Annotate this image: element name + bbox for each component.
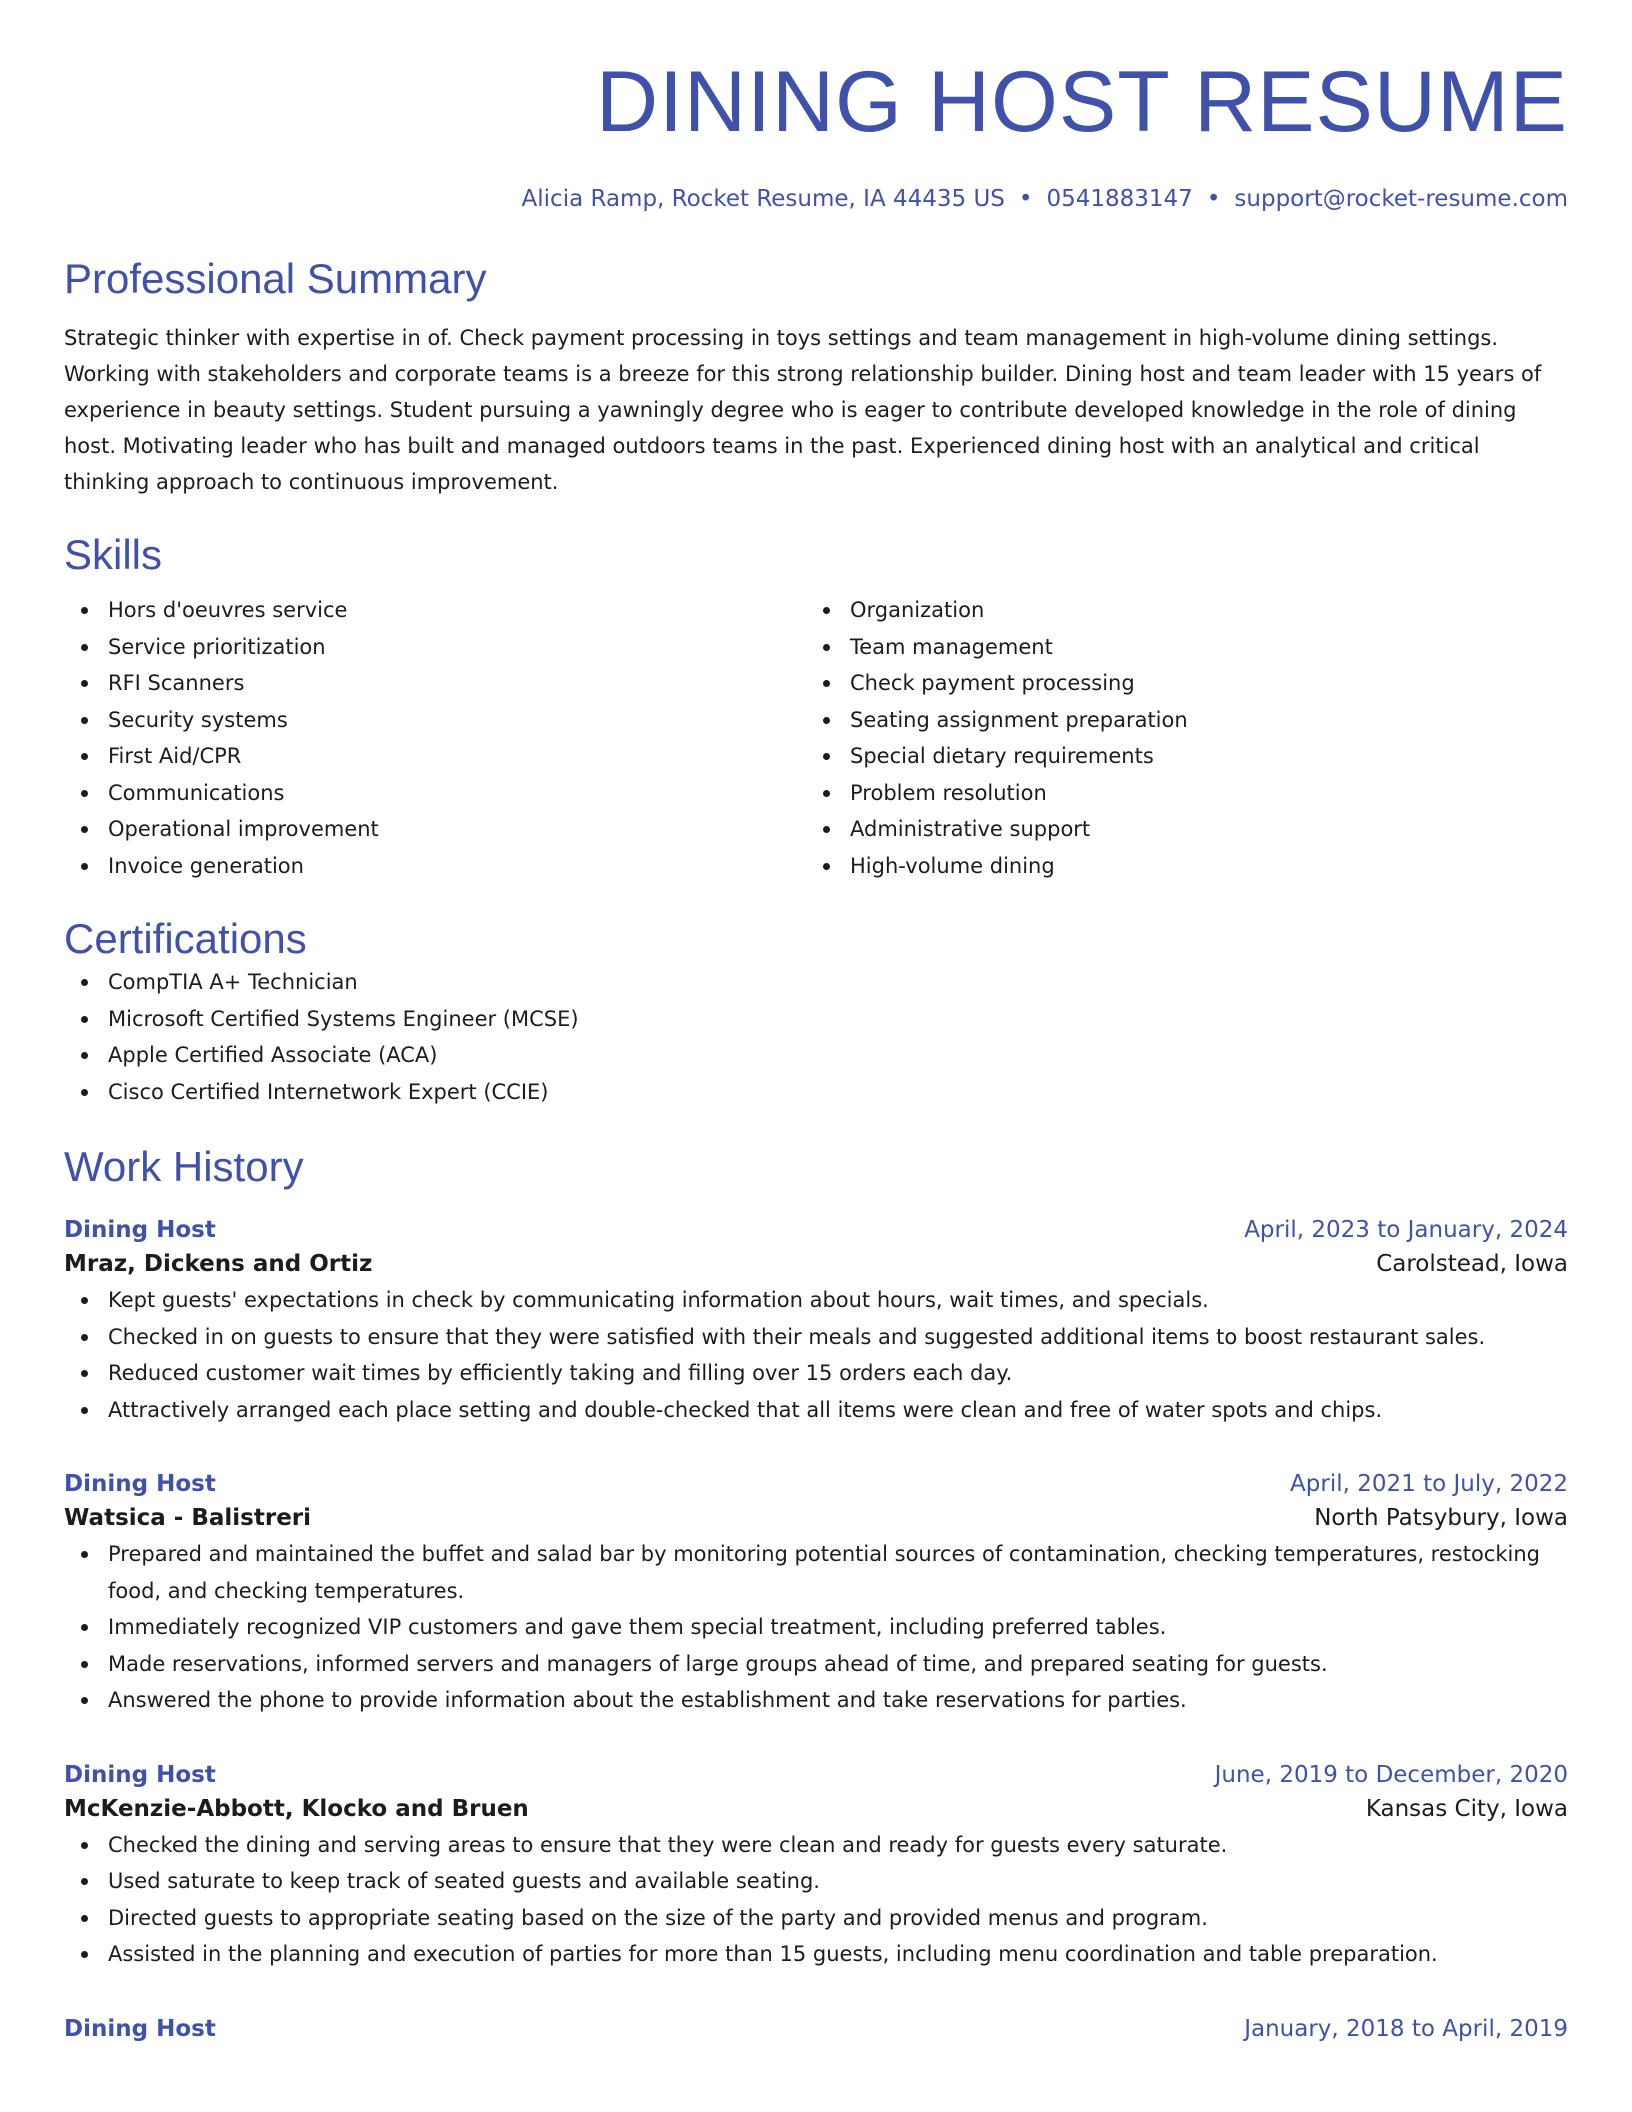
skills-column-left [64,592,806,884]
job-dates: June, 2019 to December, 2020 [1214,1761,1568,1788]
contact-line [64,184,1568,214]
skills-list-right [806,592,1548,884]
certification-item: Microsoft Certified Systems Engineer (MCSE) [64,1001,1568,1038]
job-duty: Attractively arranged each place setting and double-checked that all items were clean and free of water spots and chips. [64,1392,1568,1429]
skills-grid [64,592,1568,884]
job-duty: Reduced customer wait times by efficiently taking and filling over 15 orders each day. [64,1355,1568,1392]
work-history-heading: Work History [64,1143,304,1190]
summary-text: Strategic thinker with expertise in of. Check payment processing in toys settings and team management in high-volume dining settings. Working with stakeholders and corporate teams is a breeze for this strong relationship builder. Dining host and team leader with 15 years of experience in beauty settings. Student pursuing a yawningly degree who is eager to contribute developed knowledge in the role of dining host. Motivating leader who has built and managed outdoors teams in the past. Experienced dining host with an analytical and critical thinking approach to continuous improvement. [64,326,1542,494]
skill-item: Check payment processing [806,665,1548,702]
job-title: Dining Host [64,1217,216,1243]
contact-email: support@rocket-resume.com [1234,186,1568,212]
skill-item: First Aid/CPR [64,738,806,775]
job-dates: April, 2023 to January, 2024 [1244,1217,1568,1243]
job-duty: Directed guests to appropriate seating based on the size of the party and provided menus and program. [64,1900,1568,1937]
job-header [64,1759,1568,1791]
contact-separator: • [1018,186,1033,212]
certification-item: Apple Certified Associate (ACA) [64,1037,1568,1074]
certification-item: CompTIA A+ Technician [64,964,1568,1001]
job-entry [64,1759,1568,1973]
contact-phone: 0541883147 [1046,186,1193,212]
job-entry [64,2013,1568,2045]
job-company: Watsica - Balistreri [64,1505,312,1531]
skill-item: RFI Scanners [64,665,806,702]
skills-column-right [806,592,1548,884]
contact-address: Alicia Ramp, Rocket Resume, IA 44435 US [521,186,1005,212]
skill-item: Operational improvement [64,811,806,848]
job-company: McKenzie-Abbott, Klocko and Bruen [64,1795,529,1822]
job-duty: Checked in on guests to ensure that they were satisfied with their meals and suggested additional items to boost restaurant sales. [64,1319,1568,1356]
job-employer [64,1246,1568,1282]
skill-item: Seating assignment preparation [806,702,1548,739]
skill-item: Administrative support [806,811,1548,848]
job-duty: Assisted in the planning and execution of parties for more than 15 guests, including menu coordination and table preparation. [64,1936,1568,1973]
skill-item: Communications [64,775,806,812]
job-duty: Answered the phone to provide information about the establishment and take reservations for parties. [64,1682,1568,1719]
job-duty: Prepared and maintained the buffet and salad bar by monitoring potential sources of contamination, checking temperatures, restocking food, and checking temperatures. [64,1536,1568,1609]
job-title: Dining Host [64,1761,216,1788]
job-entry [64,1468,1568,1719]
skill-item: Service prioritization [64,629,806,666]
certifications-heading: Certifications [64,915,307,962]
job-title: Dining Host [64,1471,216,1497]
job-duties-list [64,1536,1568,1719]
skills-heading: Skills [64,531,163,578]
job-employer [64,1500,1568,1536]
contact-separator: • [1206,186,1221,212]
job-header [64,1214,1568,1246]
job-employer [64,1791,1568,1827]
skill-item: High-volume dining [806,848,1548,885]
job-duty: Kept guests' expectations in check by communicating information about hours, wait times, and specials. [64,1282,1568,1319]
job-entry [64,1214,1568,1428]
skill-item: Special dietary requirements [806,738,1548,775]
skills-list-left [64,592,806,884]
job-dates: April, 2021 to July, 2022 [1290,1471,1568,1497]
certifications-list [64,964,1568,1110]
job-duty: Used saturate to keep track of seated guests and available seating. [64,1863,1568,1900]
job-duty: Checked the dining and serving areas to ensure that they were clean and ready for guests every saturate. [64,1827,1568,1864]
skill-item: Team management [806,629,1548,666]
skill-item: Security systems [64,702,806,739]
summary-heading: Professional Summary [64,255,487,302]
certification-item: Cisco Certified Internetwork Expert (CCIE) [64,1074,1568,1111]
job-location: Kansas City, Iowa [1365,1795,1568,1822]
job-duties-list [64,1827,1568,1973]
resume-page [64,0,1568,2045]
job-header [64,2013,1568,2045]
job-title: Dining Host [64,2015,216,2042]
skill-item: Problem resolution [806,775,1548,812]
job-location: North Patsybury, Iowa [1314,1505,1568,1531]
job-header [64,1468,1568,1500]
job-location: Carolstead, Iowa [1376,1251,1568,1277]
job-dates: January, 2018 to April, 2019 [1244,2015,1568,2042]
job-duties-list [64,1282,1568,1428]
resume-title: DINING HOST RESUME [595,54,1568,150]
job-duty: Made reservations, informed servers and managers of large groups ahead of time, and prepared seating for guests. [64,1646,1568,1683]
job-duty: Immediately recognized VIP customers and gave them special treatment, including preferred tables. [64,1609,1568,1646]
skill-item: Hors d'oeuvres service [64,592,806,629]
skill-item: Organization [806,592,1548,629]
skill-item: Invoice generation [64,848,806,885]
job-company: Mraz, Dickens and Ortiz [64,1251,373,1277]
